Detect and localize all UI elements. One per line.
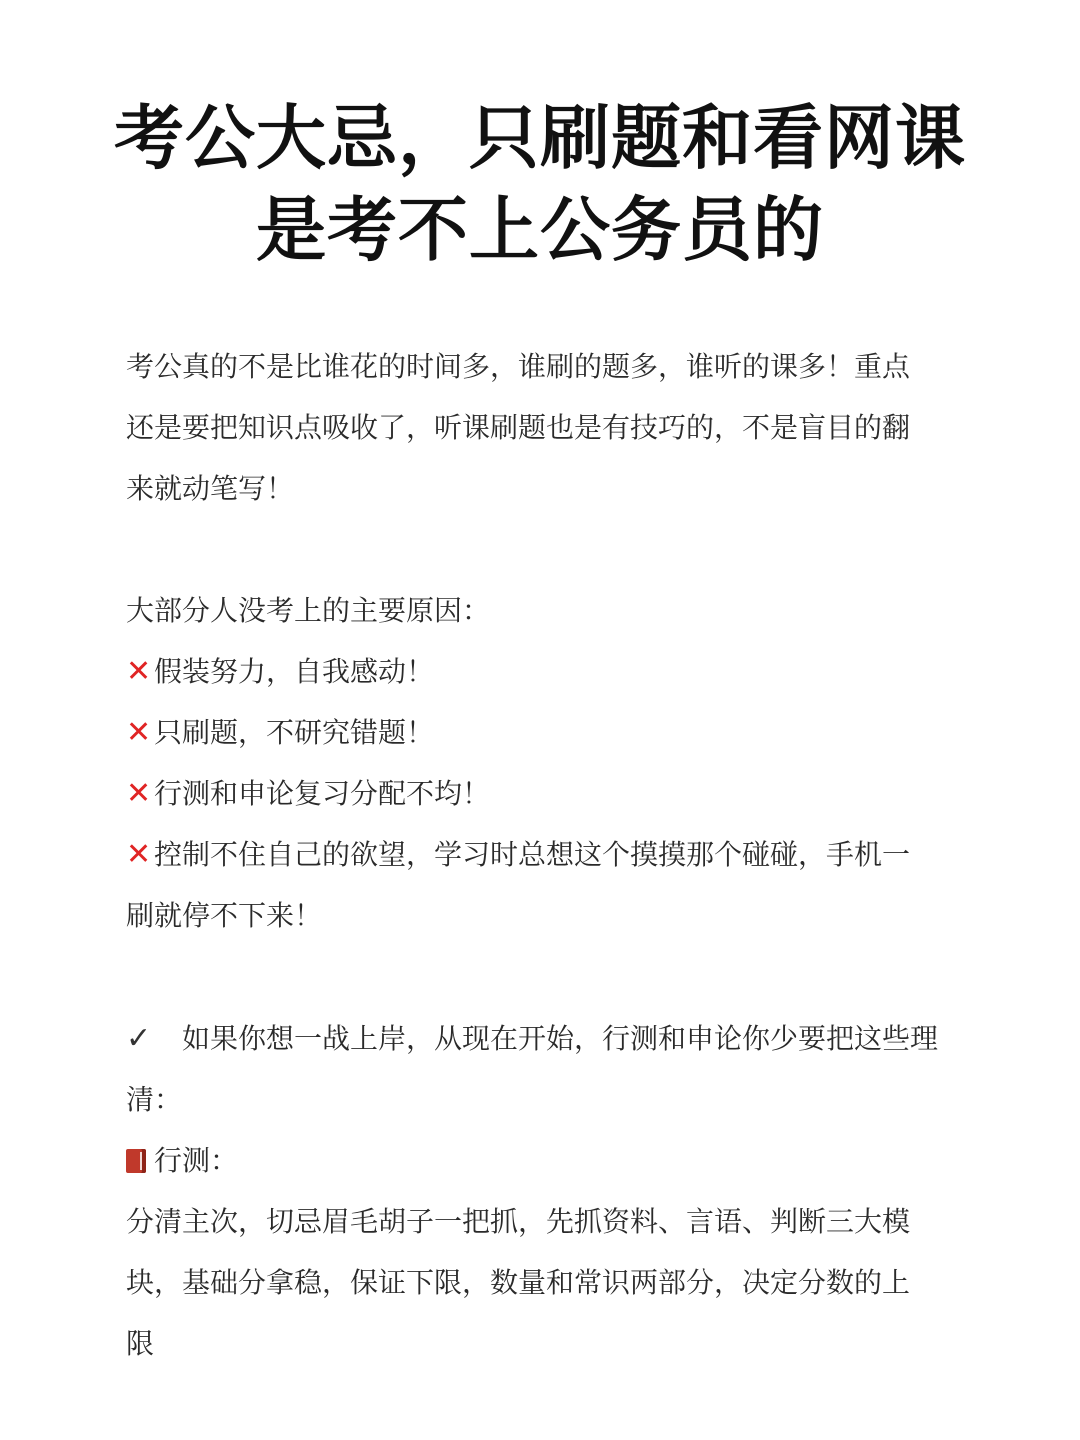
title-line-1: 考公大忌，只刷题和看网课	[114, 97, 966, 179]
intro-line-1: 考公真的不是比谁花的时间多，谁刷的题多，谁听的课多！重点	[126, 350, 911, 383]
reasons-heading: 大部分人没考上的主要原因：	[126, 594, 491, 627]
title-line-2: 是考不上公务员的	[256, 189, 824, 271]
reason-item	[126, 824, 976, 885]
section-label-xingce	[126, 1130, 976, 1191]
book-icon	[126, 1149, 146, 1173]
cross-icon: ✕	[126, 654, 152, 689]
intro-paragraph	[126, 336, 946, 519]
intro-line-3: 来就动笔写！	[126, 472, 295, 505]
section-label-text: 行测：	[154, 1144, 239, 1177]
advice-text: 如果你想一战上岸，从现在开始，行测和申论你少要把这些理	[182, 1022, 939, 1055]
reasons-section	[126, 580, 976, 946]
check-icon: ✓	[126, 1021, 152, 1056]
reason-text: 行测和申论复习分配不均！	[154, 777, 491, 810]
cross-icon: ✕	[126, 776, 152, 811]
reason-text: 控制不住自己的欲望，学习时总想这个摸摸那个碰碰，手机一	[154, 838, 911, 871]
section-content-line-3: 限	[126, 1327, 155, 1360]
reason-continuation: 刷就停不下来！	[126, 899, 323, 932]
intro-line-2: 还是要把知识点吸收了，听课刷题也是有技巧的，不是盲目的翻	[126, 411, 911, 444]
section-content-line-1: 分清主次，切忌眉毛胡子一把抓，先抓资料、言语、判断三大模	[126, 1205, 911, 1238]
page-title	[0, 92, 1080, 276]
section-content-line-2: 块，基础分拿稳，保证下限，数量和常识两部分，决定分数的上	[126, 1266, 911, 1299]
reason-item	[126, 763, 976, 824]
advice-line-2: 清：	[126, 1083, 183, 1116]
reason-text: 假装努力，自我感动！	[154, 655, 435, 688]
cross-icon: ✕	[126, 715, 152, 750]
advice-section	[126, 1008, 976, 1374]
reason-text: 只刷题，不研究错题！	[154, 716, 435, 749]
advice-line-1	[126, 1008, 976, 1069]
reason-item	[126, 702, 976, 763]
reason-item	[126, 641, 976, 702]
cross-icon: ✕	[126, 837, 152, 872]
